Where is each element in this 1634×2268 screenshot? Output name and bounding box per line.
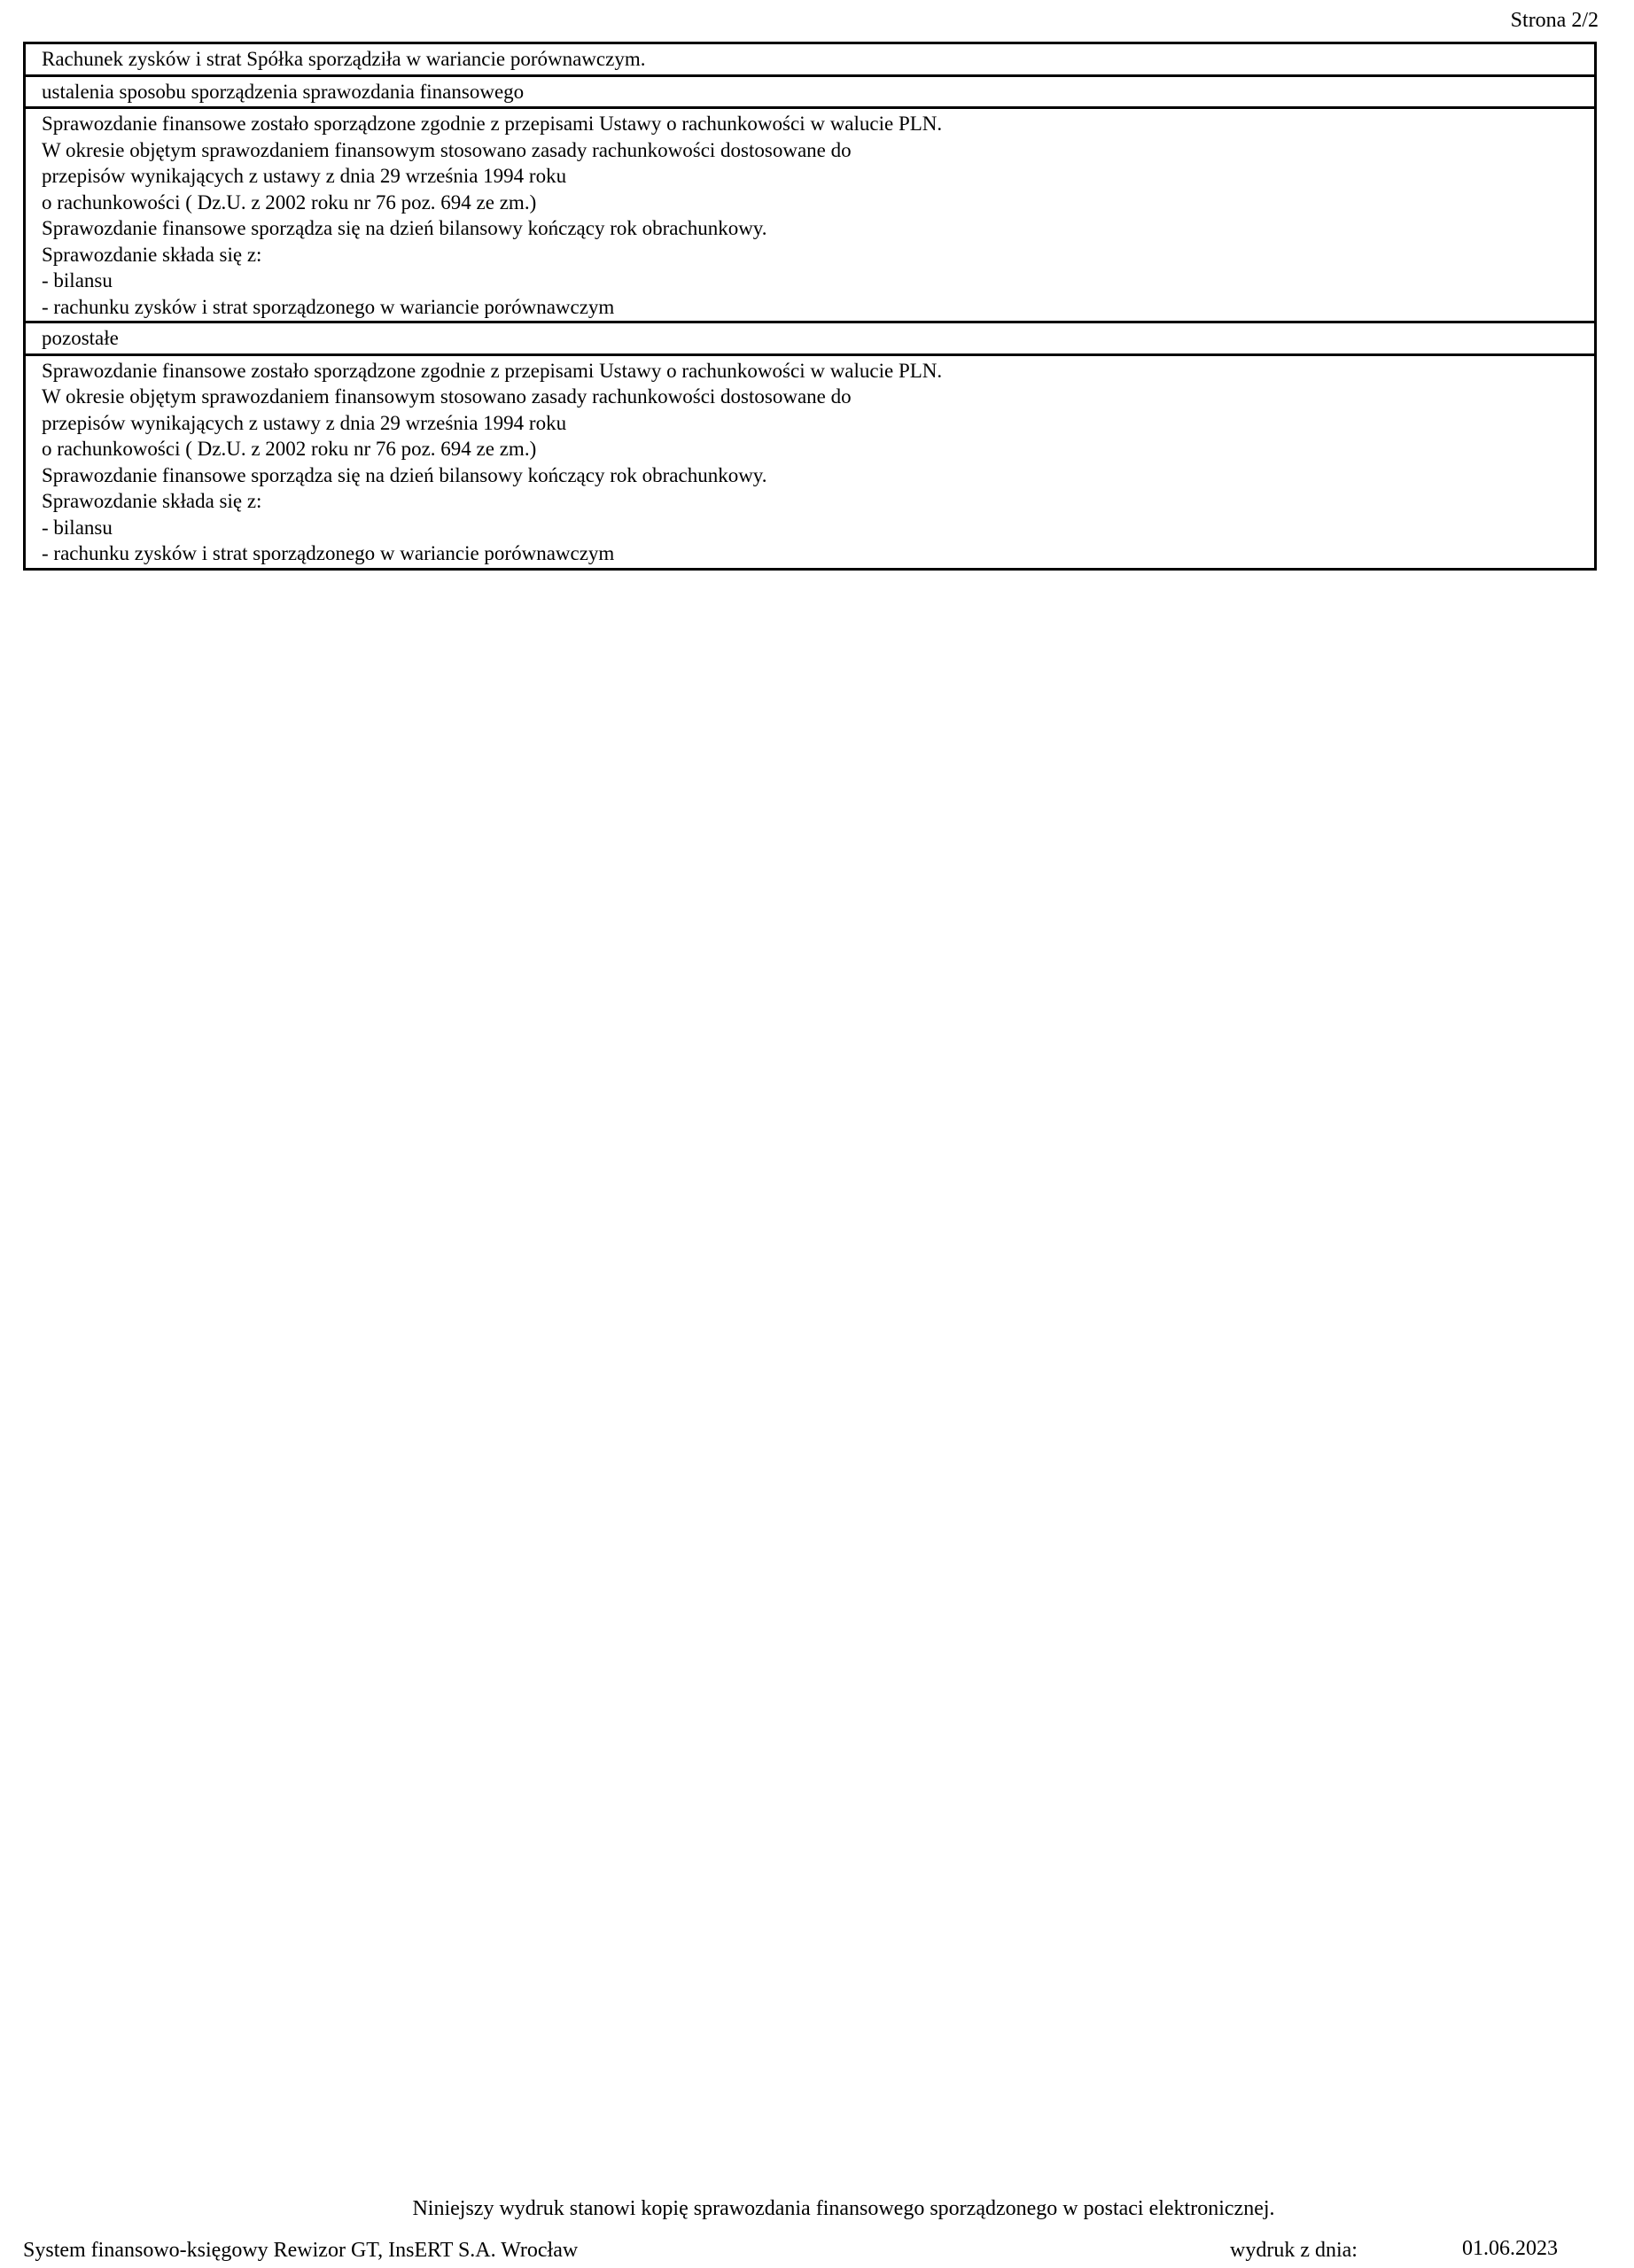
text-line: W okresie objętym sprawozdaniem finansowym stosowano zasady rachunkowości dostosowane do	[42, 385, 852, 408]
report-content	[23, 42, 1597, 571]
section-body	[23, 106, 1597, 323]
text-line: o rachunkowości ( Dz.U. z 2002 roku nr 76 poz. 694 ze zm.)	[42, 438, 537, 460]
text-line: Sprawozdanie finansowe sporządza się na dzień bilansowy kończący rok obrachunkowy.	[42, 217, 767, 239]
text-line: pozostałe	[42, 327, 119, 349]
text-line: Rachunek zysków i strat Spółka sporządziła w wariancie porównawczym.	[42, 48, 646, 70]
text-line: ustalenia sposobu sporządzenia sprawozdania finansowego	[42, 80, 525, 103]
footer-printed-date: 01.06.2023	[1462, 2237, 1558, 2260]
section-header	[23, 321, 1597, 356]
text-line: przepisów wynikających z ustawy z dnia 29 września 1994 roku	[42, 165, 567, 187]
text-line: Sprawozdanie finansowe zostało sporządzone zgodnie z przepisami Ustawy o rachunkowości w walucie PLN.	[42, 359, 943, 382]
footer-printed-label: wydruk z dnia:	[1230, 2239, 1358, 2262]
text-line: - rachunku zysków i strat sporządzonego w wariancie porównawczym	[42, 542, 615, 564]
text-line: Sprawozdanie finansowe zostało sporządzone zgodnie z przepisami Ustawy o rachunkowości w walucie PLN.	[42, 113, 943, 135]
page-number: Strona 2/2	[1510, 9, 1599, 32]
text-line: Sprawozdanie składa się z:	[42, 243, 262, 266]
text-line: W okresie objętym sprawozdaniem finansowym stosowano zasady rachunkowości dostosowane do	[42, 138, 852, 161]
text-line: - rachunku zysków i strat sporządzonego w wariancie porównawczym	[42, 295, 615, 318]
section-header	[23, 74, 1597, 110]
footer-note: Niniejszy wydruk stanowi kopię sprawozdania finansowego sporządzonego w postaci elektronicznej.	[412, 2197, 1275, 2220]
section-body	[23, 353, 1597, 571]
text-line: przepisów wynikających z ustawy z dnia 29 września 1994 roku	[42, 411, 567, 434]
text-line: Sprawozdanie składa się z:	[42, 490, 262, 512]
footer-system-name: System finansowo-księgowy Rewizor GT, InsERT S.A. Wrocław	[23, 2239, 579, 2262]
text-line: - bilansu	[42, 516, 113, 539]
section-header	[23, 42, 1597, 77]
text-line: Sprawozdanie finansowe sporządza się na dzień bilansowy kończący rok obrachunkowy.	[42, 463, 767, 486]
text-line: o rachunkowości ( Dz.U. z 2002 roku nr 76 poz. 694 ze zm.)	[42, 190, 537, 214]
text-line: - bilansu	[42, 269, 113, 291]
